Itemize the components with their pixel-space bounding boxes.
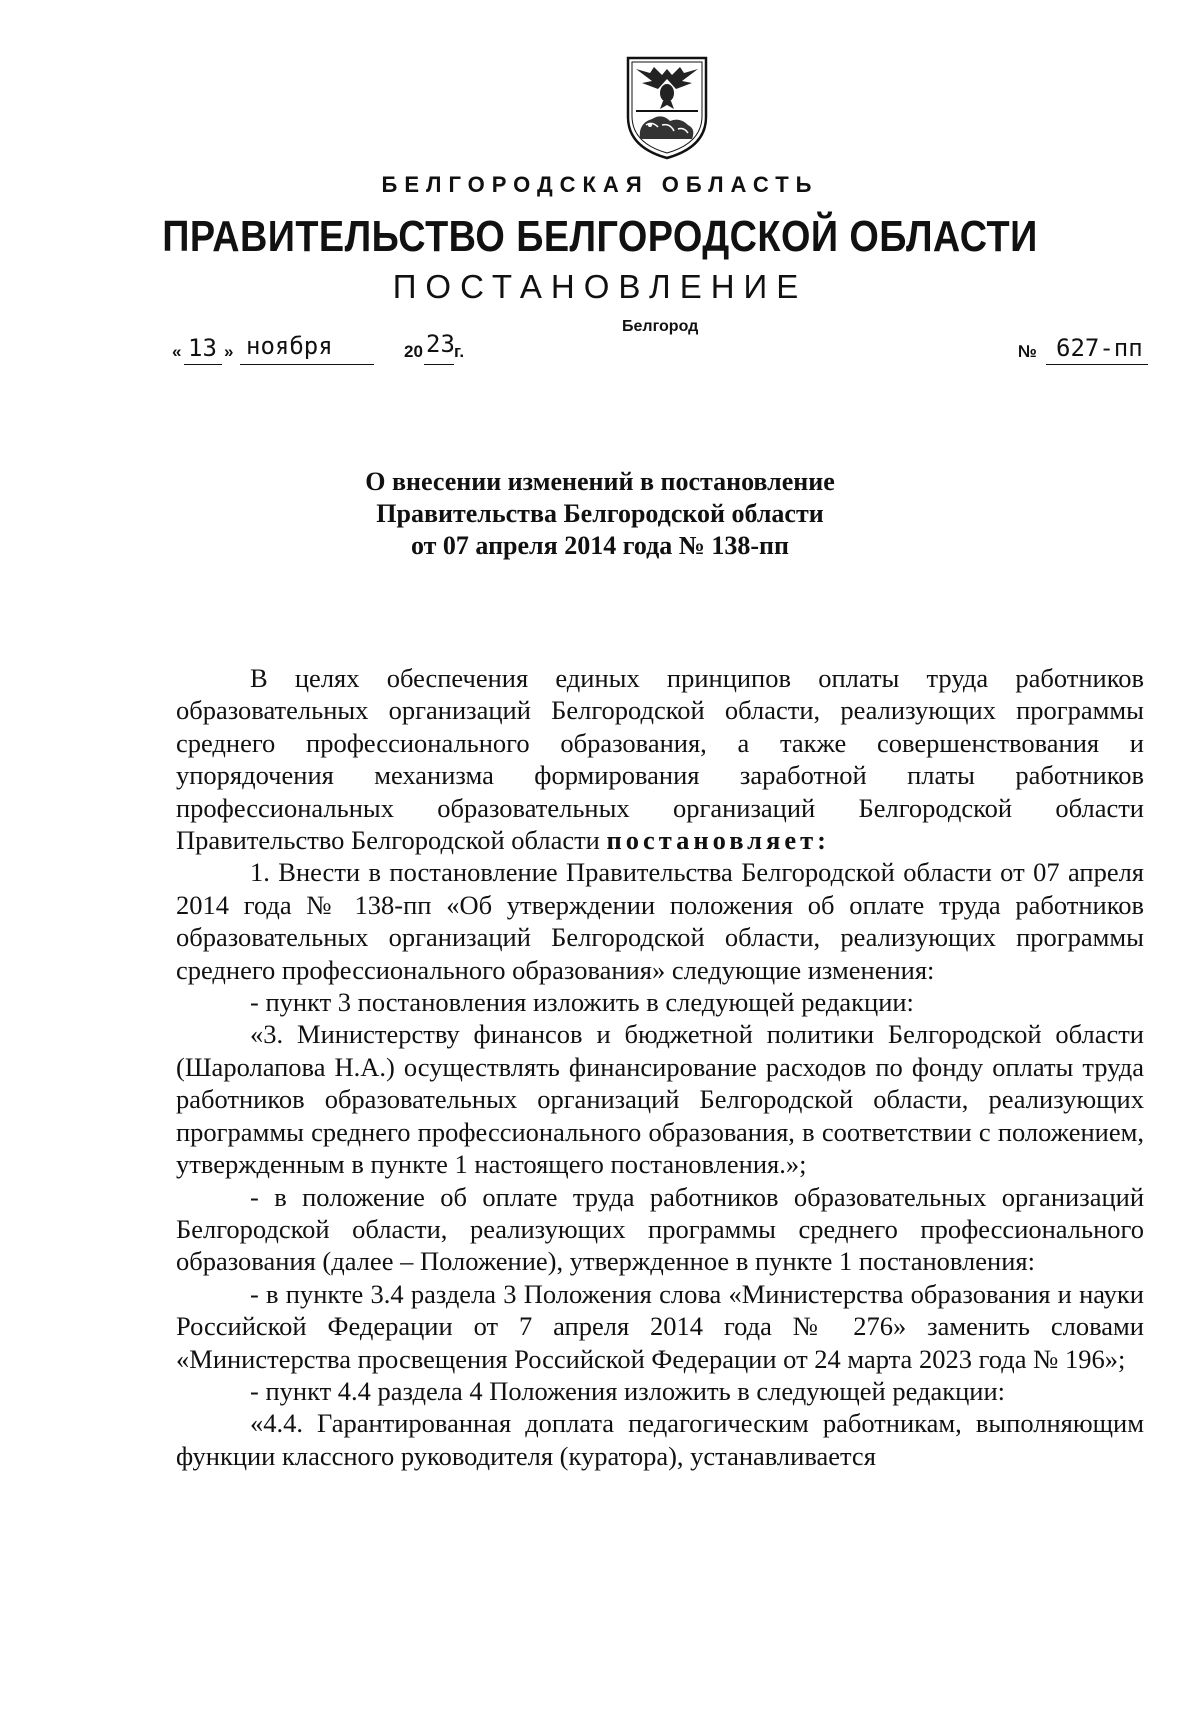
paragraph-point-4-4-intro: - пункт 4.4 раздела 4 Положения изложить в следующей редакции: — [250, 1375, 1006, 1406]
preamble-text: В целях обеспечения единых принципов оплаты труда работников образовательных организаций Белгородской области, реализующих программы среднего профессионального образования, а также совершенствования и упорядочения механизма формирования заработной платы работников профессиональных образовательных организаций Белгородской области Правительство Белгородской области — [176, 663, 1144, 856]
date-year-prefix: 20 — [404, 342, 423, 361]
government-title: ПРАВИТЕЛЬСТВО БЕЛГОРОДСКОЙ ОБЛАСТИ — [162, 212, 1038, 261]
coat-of-arms-icon — [622, 55, 712, 161]
paragraph-point-3-text: «3. Министерству финансов и бюджетной политики Белгородской области (Шаролапова Н.А.) осуществлять финансирование расходов по фонду оплаты труда работников образовательных организаций Белгородской области, реализующих программы среднего профессионального образования, в соответствии с положением, утвержденным в пункте 1 настоящего постановления.»; — [176, 1019, 1144, 1180]
subject-line-1: О внесении изменений в постановление — [365, 467, 835, 496]
date-close-quote: » — [224, 342, 234, 361]
date-day-underline — [184, 364, 222, 365]
paragraph-item-1: 1. Внести в постановление Правительства Белгородской области от 07 апреля 2014 года № 138-пп «Об утверждении положения об оплате труда работников образовательных организаций Белгородской области, реализующих программы среднего профессионального образования» следующие изменения: — [176, 857, 1144, 985]
number-label: № — [1018, 342, 1037, 361]
date-month-underline — [240, 364, 374, 365]
date-year-underline — [424, 364, 454, 365]
paragraph-point-4-4-text: «4.4. Гарантированная доплата педагогическим работникам, выполняющим функции классного руководителя (куратора), устанавливается — [176, 1408, 1144, 1471]
date-year-unit: г. — [454, 342, 465, 361]
date-year-suffix: 23 — [426, 330, 455, 358]
document-type: ПОСТАНОВЛЕНИЕ — [392, 268, 808, 305]
number-underline — [1046, 364, 1148, 365]
date-day: 13 — [188, 334, 217, 362]
city-name: Белгород — [622, 318, 699, 335]
number-value: 627-пп — [1056, 334, 1143, 362]
subject-line-3: от 07 апреля 2014 года № 138-пп — [410, 531, 790, 560]
resolves-word: постановляет: — [606, 825, 830, 856]
date-month: ноября — [246, 332, 333, 360]
subject-line-2: Правительства Белгородской области — [376, 499, 824, 528]
number-line — [1018, 334, 1148, 366]
date-open-quote: « — [172, 342, 182, 361]
paragraph-point-3-intro: - пункт 3 постановления изложить в следующей редакции: — [250, 987, 914, 1018]
paragraph-point-3-4: - в пункте 3.4 раздела 3 Положения слова «Министерства образования и науки Российской Федерации от 7 апреля 2014 года № 276» заменить словами «Министерства просвещения Российской Федерации от 24 марта 2023 года № 196»; — [176, 1278, 1144, 1374]
region-name: БЕЛГОРОДСКАЯ ОБЛАСТЬ — [381, 172, 819, 197]
paragraph-preamble — [176, 662, 1144, 856]
document-subject — [0, 466, 1200, 562]
document-body — [176, 662, 1144, 1472]
paragraph-regulation-changes: - в положение об оплате труда работников образовательных организаций Белгородской области, реализующих программы среднего профессионального образования (далее – Положение), утвержденное в пункте 1 постановления: — [176, 1181, 1144, 1277]
